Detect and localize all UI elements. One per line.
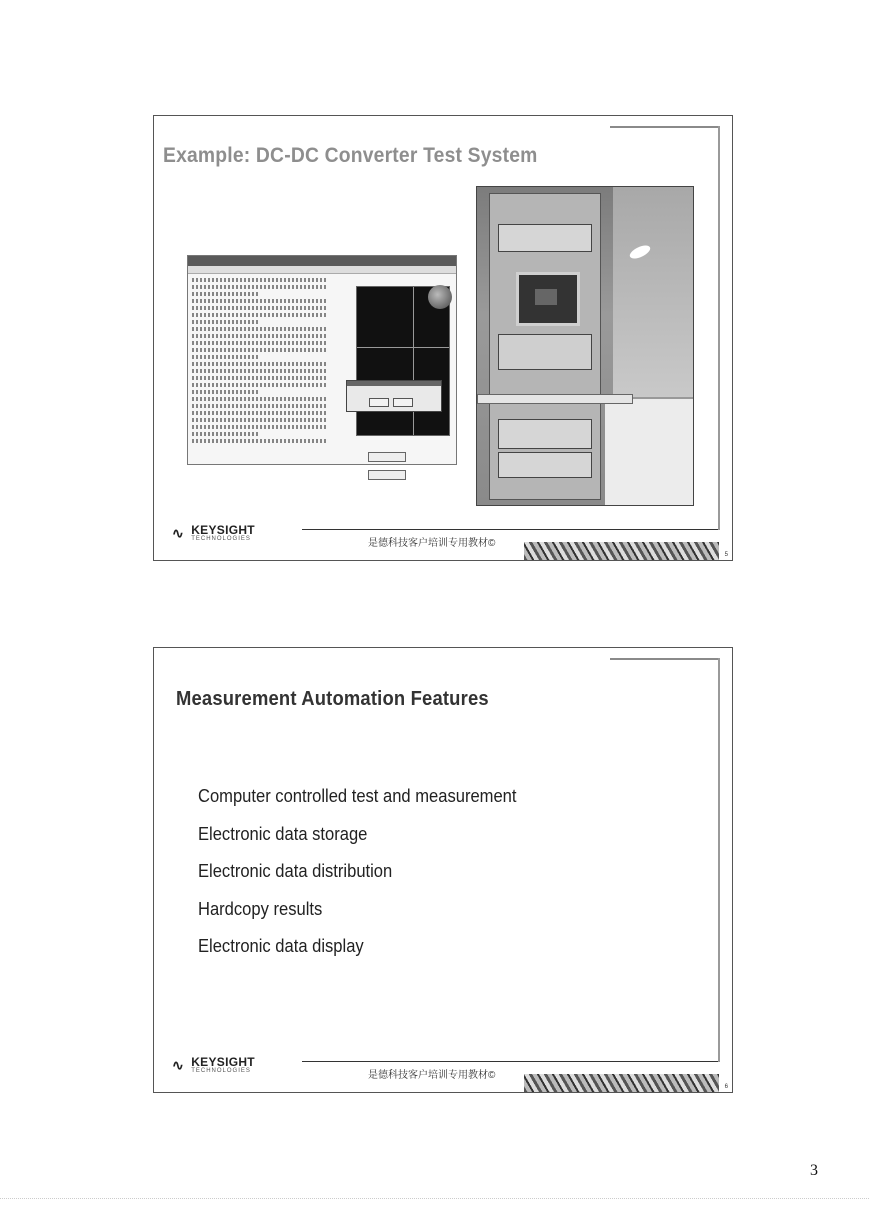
- software-measurement-list: [192, 278, 327, 458]
- software-dialog: [346, 380, 442, 412]
- slide-title: Measurement Automation Features: [176, 688, 489, 710]
- footer-rule: [302, 529, 718, 530]
- logo-sub: TECHNOLOGIES: [191, 1068, 251, 1074]
- test-software-screenshot: [187, 255, 457, 465]
- list-item: Electronic data storage: [198, 823, 368, 844]
- test-rack-photo: [476, 186, 694, 506]
- list-item: Computer controlled test and measurement: [198, 786, 517, 806]
- footer-decorative-strip: [524, 1074, 719, 1092]
- page-number: 3: [810, 1162, 818, 1179]
- slide-number: 5: [724, 552, 728, 558]
- software-buttons: [368, 449, 448, 458]
- footer-decorative-strip: [524, 542, 719, 560]
- footer-text: 是德科技客户培训专用教材©: [368, 538, 496, 549]
- list-item: Hardcopy results: [198, 898, 323, 919]
- logo-brand: KEYSIGHT: [191, 523, 255, 537]
- list-item: Electronic data distribution: [198, 861, 393, 881]
- slide-6: [153, 647, 733, 1093]
- keysight-logo: [172, 1056, 255, 1075]
- software-menubar: [188, 266, 456, 274]
- logo-sub: TECHNOLOGIES: [191, 536, 251, 542]
- slide-number: 6: [724, 1084, 728, 1090]
- footer-text: 是德科技客户培训专用教材©: [368, 1070, 496, 1081]
- slide-corner-line: [610, 126, 720, 128]
- keysight-wave-icon: ∿: [172, 1057, 184, 1073]
- slide-5: [153, 115, 733, 561]
- footer-rule: [302, 1061, 718, 1062]
- list-item: Electronic data display: [198, 936, 364, 956]
- slide-corner-line: [610, 658, 720, 660]
- logo-brand: KEYSIGHT: [191, 1055, 255, 1069]
- feature-list: [198, 786, 544, 974]
- software-status-indicator: [428, 285, 452, 309]
- keysight-wave-icon: ∿: [172, 525, 184, 541]
- keysight-logo: [172, 524, 255, 543]
- slide-right-rule: [718, 126, 720, 530]
- slide-right-rule: [718, 658, 720, 1062]
- software-titlebar: [188, 256, 456, 266]
- slide-title: Example: DC-DC Converter Test System: [163, 144, 538, 167]
- page-bottom-rule: [0, 1198, 869, 1199]
